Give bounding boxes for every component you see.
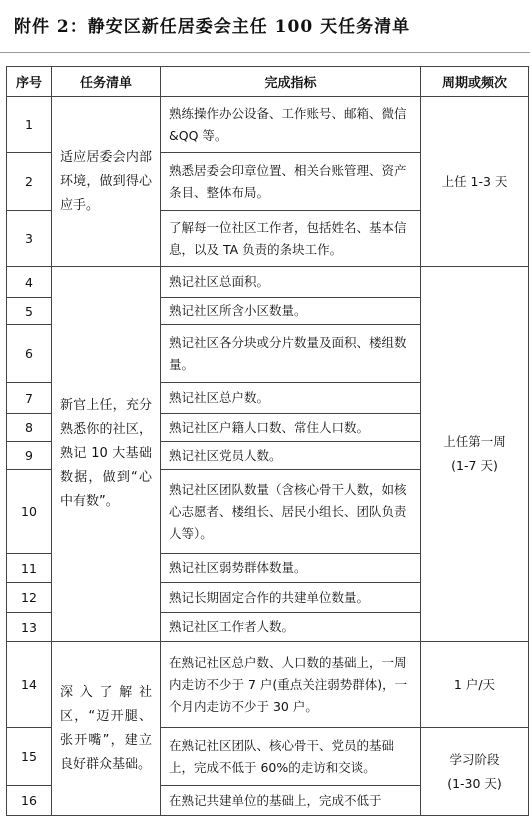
row-number: 1 bbox=[7, 97, 52, 153]
page-title: 附件 2：静安区新任居委会主任 100 天任务清单 bbox=[14, 17, 411, 37]
task-cell: 新官上任，充分熟悉你的社区，熟记 10 大基础数据，做到“心中有数”。 bbox=[52, 267, 161, 642]
row-number: 16 bbox=[7, 786, 52, 816]
row-number: 8 bbox=[7, 414, 52, 442]
row-number: 13 bbox=[7, 613, 52, 642]
period-cell bbox=[421, 97, 529, 267]
indicator-cell: 熟记社区各分块或分片数量及面积、楼组数量。 bbox=[161, 325, 421, 383]
table-row bbox=[7, 267, 529, 298]
row-number: 10 bbox=[7, 470, 52, 554]
indicator-cell: 在熟记社区团队、核心骨干、党员的基础上，完成不低于 60%的走访和交谈。 bbox=[161, 728, 421, 786]
period-subtext: (1-7 天) bbox=[451, 458, 498, 473]
header-row bbox=[7, 67, 529, 97]
task-cell: 深入了解社区，“迈开腿、张开嘴”，建立良好群众基础。 bbox=[52, 642, 161, 816]
task-cell: 适应居委会内部环境，做到得心应手。 bbox=[52, 97, 161, 267]
indicator-cell: 熟记社区总户数。 bbox=[161, 383, 421, 414]
header-task: 任务清单 bbox=[52, 67, 161, 97]
period-cell bbox=[421, 728, 529, 816]
indicator-cell: 了解每一位社区工作者，包括姓名、基本信息，以及 TA 负责的条块工作。 bbox=[161, 211, 421, 267]
indicator-cell: 熟记社区弱势群体数量。 bbox=[161, 554, 421, 583]
period-text: 1 户/天 bbox=[453, 676, 496, 692]
row-number: 2 bbox=[7, 153, 52, 211]
row-number: 4 bbox=[7, 267, 52, 298]
row-number: 14 bbox=[7, 642, 52, 728]
indicator-cell: 熟记社区总面积。 bbox=[161, 267, 421, 298]
row-number: 11 bbox=[7, 554, 52, 583]
indicator-cell: 在熟记社区总户数、人口数的基础上，一周内走访不少于 7 户(重点关注弱势群体)，一个月内走访不少于 30 户。 bbox=[161, 642, 421, 728]
table-row bbox=[7, 97, 529, 153]
period-cell bbox=[421, 642, 529, 728]
row-number: 6 bbox=[7, 325, 52, 383]
period-subtext: (1-30 天) bbox=[447, 775, 502, 791]
indicator-cell: 熟悉居委会印章位置、相关台账管理、资产条目、整体布局。 bbox=[161, 153, 421, 211]
row-number: 9 bbox=[7, 442, 52, 470]
period-text: 上任 1-3 天 bbox=[441, 173, 508, 189]
indicator-cell: 熟记社区团队数量（含核心骨干人数，如核心志愿者、楼组长、居民小组长、团队负责人等）。 bbox=[161, 470, 421, 554]
indicator-cell: 熟记长期固定合作的共建单位数量。 bbox=[161, 583, 421, 613]
table-row bbox=[7, 642, 529, 728]
row-number: 12 bbox=[7, 583, 52, 613]
header-num: 序号 bbox=[7, 67, 52, 97]
period-text: 上任第一周 bbox=[443, 434, 506, 449]
indicator-cell: 在熟记共建单位的基础上，完成不低于 bbox=[161, 786, 421, 816]
indicator-cell: 熟记社区党员人数。 bbox=[161, 442, 421, 470]
header-period: 周期或频次 bbox=[421, 67, 529, 97]
header-indicator: 完成指标 bbox=[161, 67, 421, 97]
task-table bbox=[6, 66, 528, 816]
indicator-cell: 熟记社区所含小区数量。 bbox=[161, 298, 421, 325]
period-text: 学习阶段 bbox=[449, 751, 500, 767]
row-number: 7 bbox=[7, 383, 52, 414]
top-divider bbox=[0, 52, 530, 53]
indicator-cell: 熟记社区户籍人口数、常住人口数。 bbox=[161, 414, 421, 442]
row-number: 5 bbox=[7, 298, 52, 325]
row-number: 15 bbox=[7, 728, 52, 786]
indicator-cell: 熟练操作办公设备、工作账号、邮箱、微信&QQ 等。 bbox=[161, 97, 421, 153]
period-cell bbox=[421, 267, 529, 642]
indicator-cell: 熟记社区工作者人数。 bbox=[161, 613, 421, 642]
row-number: 3 bbox=[7, 211, 52, 267]
